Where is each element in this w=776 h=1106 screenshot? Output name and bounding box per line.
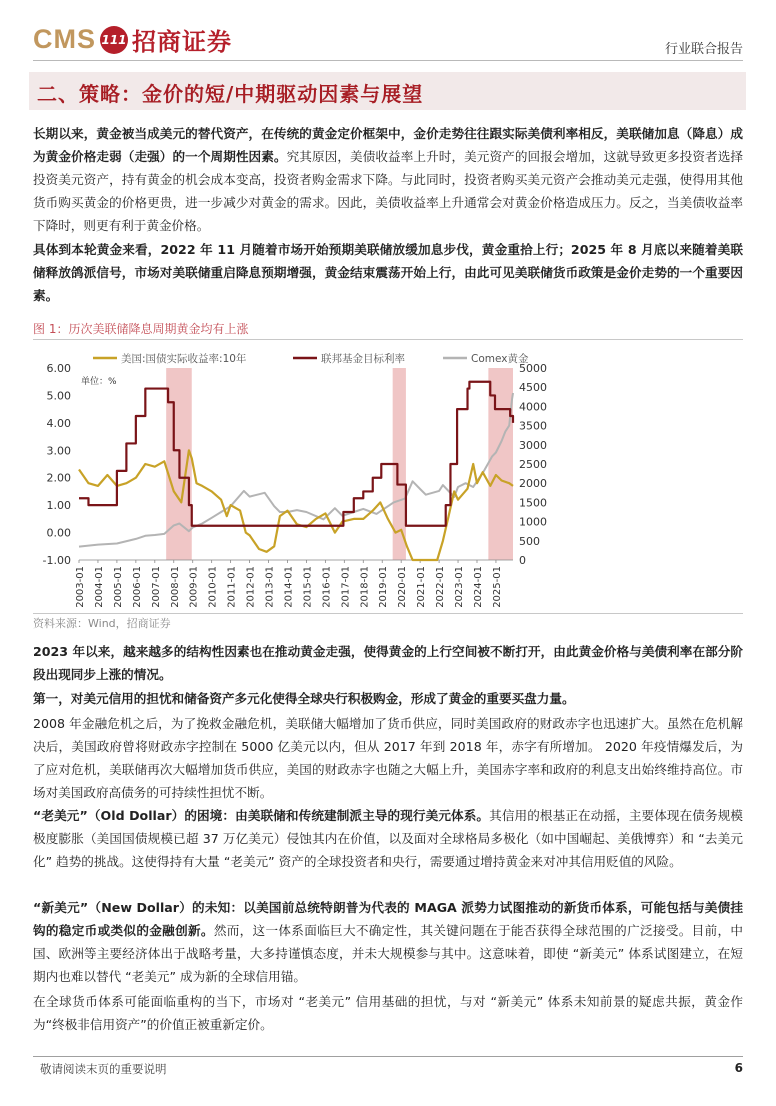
footer-divider: [33, 1056, 743, 1057]
x-axis-tick-label: 2005-01: [112, 566, 124, 608]
paragraph-7: [33, 896, 743, 988]
page-number: 6: [734, 1061, 743, 1075]
x-axis-tick-label: 2011-01: [226, 566, 238, 608]
x-axis-tick-label: 2006-01: [131, 566, 143, 608]
paragraph-8: 在全球货币体系可能面临重构的当下，市场对 “老美元” 信用基础的担忧，与对 “新美元” 体系未知前景的疑虑共振，黄金作为“终极非信用资产”的价值正被重新定价。: [33, 994, 743, 1032]
paragraph-2: 具体到本轮黄金来看，2022 年 11 月随着市场开始预期美联储放缓加息步伐，黄金重拾上行；2025 年 8 月底以来随着美联储释放鸽派信号，市场对美联储重启降息预期增强，黄金结束震荡开始上行，由此可见美联储货币政策是金价走势的一个重要因素。: [33, 242, 743, 303]
chart-legend: [93, 352, 529, 365]
paragraph-5: 2008 年金融危机之后，为了挽救金融危机，美联储大幅增加了货币供应，同时美国政府的财政赤字也迅速扩大。虽然在危机解决后，美国政府曾将财政赤字控制在 5000 亿美元以内，但从 2017 年到 2018 年，赤字有所增加。 2020 年疫情爆发后，为了应对危机，美联储再次大幅增加货币供应，美国的财政赤字也随之大幅上升，美国赤字率和政府的利息支出始终维持高位。市场对美国政府高债务的可持续性担忧不断。: [33, 716, 743, 800]
right-axis-tick-label: 2000: [519, 477, 547, 491]
x-axis-tick-label: 2013-01: [264, 566, 276, 608]
right-axis-tick-label: 3500: [519, 419, 547, 433]
left-axis: [43, 362, 71, 567]
x-axis-tick-label: 2019-01: [378, 566, 390, 608]
x-axis-tick-label: 2004-01: [93, 566, 105, 608]
cms-logo: [33, 22, 232, 57]
x-axis-tick-label: 2015-01: [302, 566, 314, 608]
paragraph-6: [33, 804, 743, 873]
right-axis-tick-label: 0: [519, 554, 526, 567]
gold-rates-chart: [33, 342, 743, 614]
paragraph-3: 2023 年以来，越来越多的结构性因素也在推动黄金走强，使得黄金的上行空间被不断打开，由此黄金价格与美债利率在部分阶段出现同步上涨的情况。: [33, 644, 743, 682]
section-title: 二、策略：金价的短/中期驱动因素与展望: [37, 82, 424, 106]
left-axis-tick-label: 2.00: [46, 471, 71, 485]
x-axis-tick-label: 2003-01: [75, 566, 86, 608]
x-axis-tick-label: 2020-01: [397, 566, 409, 608]
paragraph-1: [33, 122, 743, 237]
right-axis-tick-label: 3000: [519, 438, 547, 452]
x-axis-tick-label: 2014-01: [283, 566, 295, 608]
right-axis-tick-label: 1500: [519, 496, 547, 510]
figure-title: 图 1：历次美联储降息周期黄金均有上涨: [33, 322, 249, 336]
x-axis: [75, 560, 513, 608]
right-axis-tick-label: 4500: [519, 381, 547, 395]
right-axis-tick-label: 5000: [519, 362, 547, 375]
figure-bottom-rule: [33, 613, 743, 614]
legend-fed-funds-rate-label: 联邦基金目标利率: [321, 353, 405, 365]
x-axis-tick-label: 2017-01: [340, 566, 352, 608]
paragraph-4: 第一，对美元信用的担忧和储备资产多元化使得全球央行积极购金，形成了黄金的重要买盘力量。: [33, 691, 575, 706]
header-divider: [33, 60, 743, 61]
logo-company-name: 招商证券: [132, 28, 232, 56]
x-axis-tick-label: 2007-01: [150, 566, 162, 608]
right-axis-tick-label: 1000: [519, 515, 547, 529]
paragraph-6-lead: “老美元”（Old Dollar）的困境：由美联储和传统建制派主导的现行美元体系。: [33, 808, 490, 823]
logo-cms-text: CMS: [33, 24, 96, 54]
figure-source: 资料来源：Wind，招商证券: [33, 617, 171, 630]
x-axis-tick-label: 2023-01: [454, 566, 466, 608]
easing-periods: [166, 368, 513, 560]
left-axis-tick-label: -1.00: [42, 554, 71, 567]
x-axis-tick-label: 2024-01: [472, 566, 484, 608]
x-axis-tick-label: 2009-01: [188, 566, 200, 608]
left-axis-tick-label: 1.00: [46, 499, 71, 513]
series-lines: [79, 382, 513, 560]
x-axis-tick-label: 2012-01: [245, 566, 257, 608]
legend-real-yield-label: 美国:国债实际收益率:10年: [121, 353, 247, 365]
left-axis-tick-label: 3.00: [46, 444, 71, 458]
left-axis-tick-label: 5.00: [46, 389, 71, 403]
right-axis-tick-label: 4000: [519, 400, 547, 414]
paragraph-7-lead: “新美元”（New Dollar）的未知：以美国前总统特朗普为代表的 MAGA 派势力试图推动的新货币体系，可能包括与美债挂钩的稳定币或类似的金融创新。: [33, 900, 743, 938]
logo-mark-icon: 111: [100, 26, 128, 54]
paragraph-7-body: 然而，这一体系面临巨大不确定性，其关键问题在于能否获得全球范围的广泛接受。目前，中国、欧洲等主要经济体出于战略考量，大多持谨慎态度，并未大规模参与其中。这意味着，即使 “新美元” 体系试图建立，在短期内也难以替代 “老美元” 成为新的全球信用锚。: [33, 923, 744, 984]
x-axis-tick-label: 2016-01: [321, 566, 333, 608]
report-type: 行业联合报告: [664, 42, 743, 57]
x-axis-tick-label: 2022-01: [435, 566, 447, 608]
footer-disclaimer: 敬请阅读末页的重要说明: [40, 1062, 167, 1076]
x-axis-tick-label: 2021-01: [416, 566, 428, 608]
left-axis-tick-label: 0.00: [46, 526, 71, 540]
figure-top-rule: [33, 339, 743, 340]
series-line-fed-funds-rate: [79, 382, 513, 526]
right-axis-tick-label: 2500: [519, 458, 547, 471]
x-axis-tick-label: 2018-01: [359, 566, 371, 608]
right-axis: [519, 362, 547, 567]
paragraph-1-lead: 长期以来，黄金被当成美元的替代资产，在传统的黄金定价框架中，金价走势往往跟实际美债利率相反，美联储加息（降息）成为黄金价格走弱（走强）的一个周期性因素。: [33, 126, 743, 164]
x-axis-tick-label: 2008-01: [169, 566, 181, 608]
easing-period-3: [488, 368, 513, 560]
right-axis-tick-label: 500: [519, 534, 540, 548]
chart-unit-label: 单位：%: [81, 377, 117, 387]
section-title-band: [29, 72, 746, 110]
left-axis-tick-label: 6.00: [46, 362, 71, 375]
left-axis-tick-label: 4.00: [46, 416, 71, 430]
x-axis-tick-label: 2025-01: [491, 566, 503, 608]
paragraph-1-body: 究其原因，美债收益率上升时，美元资产的回报会增加，这就导致更多投资者选择投资美元资产，持有黄金的机会成本变高，投资者购金需求下降。与此同时，投资者购买美元资产会推动美元走强，使得用其他货币购买黄金的价格更贵，进一步减少对黄金的需求。因此，美债收益率上升通常会对黄金价格造成压力。反之，当美债收益率下降时，则更有利于黄金价格。: [33, 149, 744, 233]
legend-comex-gold-label: Comex黄金: [471, 353, 529, 365]
paragraph-6-body: 其信用的根基正在动摇，主要体现在债务规模极度膨胀（美国国债规模已超 37 万亿美元）侵蚀其内在价值，以及面对全球格局多极化（如中国崛起、美俄博弈）和 “去美元化” 趋势的挑战。这使得持有大量 “老美元” 资产的全球投资者和央行，需要通过增持黄金来对冲其信用贬值的风险。: [33, 808, 743, 869]
x-axis-tick-label: 2010-01: [207, 566, 219, 608]
page-header: [0, 0, 776, 60]
